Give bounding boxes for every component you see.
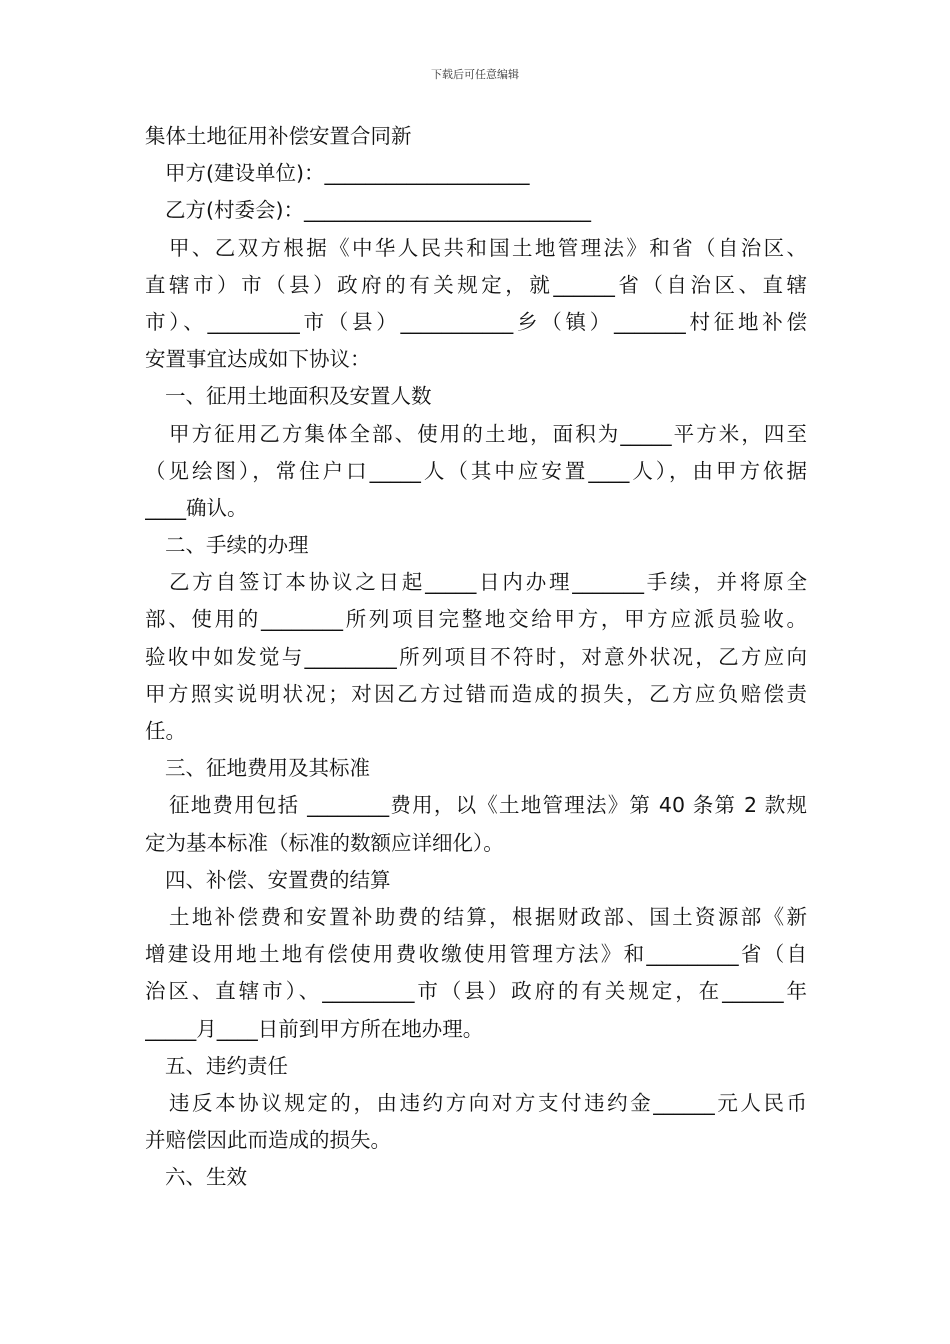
section-4-heading: 四、补偿、安置费的结算 [165, 867, 391, 892]
section-2-line-5: 任。 [145, 719, 186, 743]
party-b-line: 乙方(村委会)：____________________________ [165, 198, 591, 223]
section-4-line-4: _____月____日前到甲方所在地办理。 [145, 1016, 484, 1041]
party-a-line: 甲方(建设单位)：____________________ [165, 161, 530, 186]
section-5-line-1: 违反本协议规定的，由违约方向对方支付违约金______元人民币 [169, 1090, 807, 1115]
section-2-line-1: 乙方自签订本协议之日起_____日内办理_______手续，并将原全 [169, 570, 807, 595]
section-2-line-2: 部、使用的________所列项目完整地交给甲方，甲方应派员验收。 [145, 607, 807, 632]
section-3-line-2: 定为基本标准（标准的数额应详细化）。 [145, 830, 504, 855]
page-header-note: 下载后可任意编辑 [431, 68, 519, 81]
preamble-line-3: 市）、_________市（县）___________乡（镇）_______村征地补偿 [145, 309, 807, 334]
section-3-line-1: 征地费用包括 ________费用，以《土地管理法》第 40 条第 2 款规 [169, 793, 807, 818]
section-2-heading: 二、手续的办理 [165, 533, 309, 558]
section-1-line-2: （见绘图），常住户口_____人（其中应安置____人），由甲方依据 [145, 458, 807, 483]
section-3-heading: 三、征地费用及其标准 [165, 756, 370, 781]
section-1-heading: 一、征用土地面积及安置人数 [165, 384, 432, 409]
section-5-line-2: 并赔偿因此而造成的损失。 [145, 1128, 391, 1153]
contract-body [145, 118, 807, 1196]
section-1-line-1: 甲方征用乙方集体全部、使用的土地，面积为_____平方米，四至 [169, 421, 807, 446]
section-5-heading: 五、违约责任 [165, 1053, 288, 1078]
section-1-line-3: ____确认。 [145, 495, 248, 520]
preamble-line-2: 直辖市）市（县）政府的有关规定，就______省（自治区、直辖 [145, 272, 807, 297]
section-4-line-2: 增建设用地土地有偿使用费收缴使用管理方法》和_________省（自 [145, 942, 807, 967]
preamble-line-1: 甲、乙双方根据《中华人民共和国土地管理法》和省（自治区、 [169, 235, 807, 260]
document-title: 集体土地征用补偿安置合同新 [145, 124, 412, 148]
section-4-line-3: 治区、直辖市）、_________市（县）政府的有关规定，在______年 [145, 979, 807, 1004]
preamble-line-4: 安置事宜达成如下协议： [145, 347, 371, 372]
section-2-line-4: 甲方照实说明状况；对因乙方过错而造成的损失，乙方应负赔偿责 [145, 681, 807, 706]
section-6-heading: 六、生效 [165, 1165, 247, 1190]
section-2-line-3: 验收中如发觉与_________所列项目不符时，对意外状况，乙方应向 [145, 644, 807, 669]
section-4-line-1: 土地补偿费和安置补助费的结算，根据财政部、国土资源部《新 [169, 904, 807, 929]
